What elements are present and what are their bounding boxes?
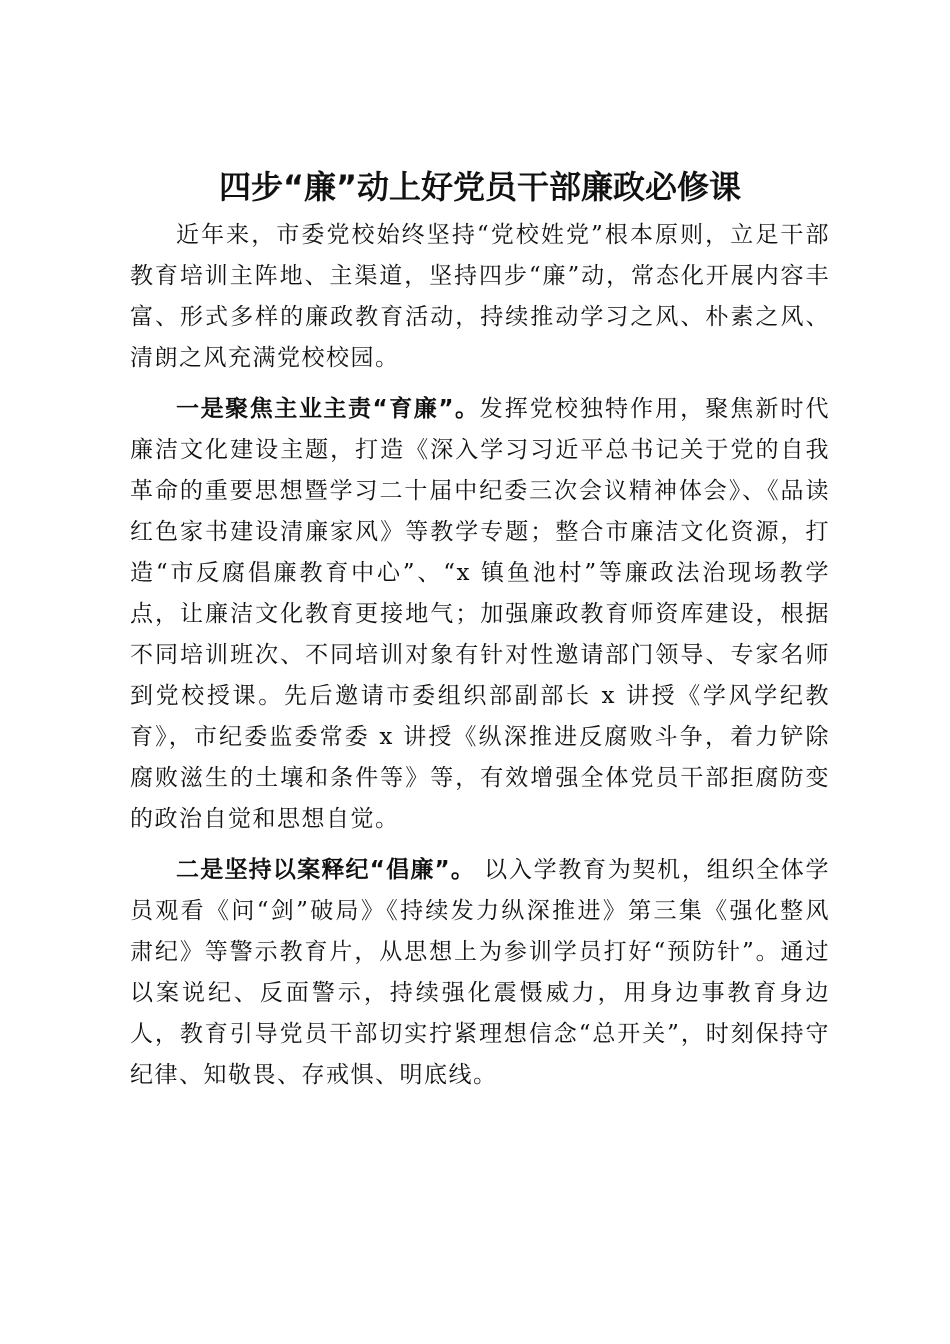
section-2-heading: 二是坚持以案释纪“倡廉”。: [176, 857, 476, 883]
section-1-paragraph: [130, 389, 830, 840]
section-1-body: 发挥党校独特作用，聚焦新时代廉洁文化建设主题，打造《深入学习习近平总书记关于党的自我革命的重要思想暨学习二十届中纪委三次会议精神体会》、《品读红色家书建设清廉家风》等教学专题；整合市廉洁文化资源，打造“市反腐倡廉教育中心”、“x 镇鱼池村”等廉政法治现场教学点，让廉洁文化教育更接地气；加强廉政教育师资库建设，根据不同培训班次、不同培训对象有针对性邀请部门领导、专家名师到党校授课。先后邀请市委组织部副部长 x 讲授《学风学纪教育》，市纪委监委常委 x 讲授《纵深推进反腐败斗争，着力铲除腐败滋生的土壤和条件等》等，有效增强全体党员干部拒腐防变的政治自觉和思想自觉。: [130, 396, 831, 832]
section-2-paragraph: [130, 850, 830, 1096]
section-2-body: 以入学教育为契机，组织全体学员观看《问“剑”破局》《持续发力纵深推进》第三集《强化整风肃纪》等警示教育片，从思想上为参训学员打好“预防针”。通过以案说纪、反面警示，持续强化震慑威力，用身边事教育身边人，教育引导党员干部切实拧紧理想信念“总开关”，时刻保持守纪律、知敬畏、存戒惧、明底线。: [130, 857, 831, 1088]
document-title: 四步“廉”动上好党员干部廉政必修课: [218, 168, 742, 206]
intro-paragraph: 近年来，市委党校始终坚持“党校姓党”根本原则，立足干部教育培训主阵地、主渠道，坚持四步“廉”动，常态化开展内容丰富、形式多样的廉政教育活动，持续推动学习之风、朴素之风、清朗之风充满党校校园。: [130, 222, 830, 371]
document-page: [130, 165, 830, 1106]
section-1-heading: 一是聚焦主业主责“育廉”。: [176, 396, 480, 422]
